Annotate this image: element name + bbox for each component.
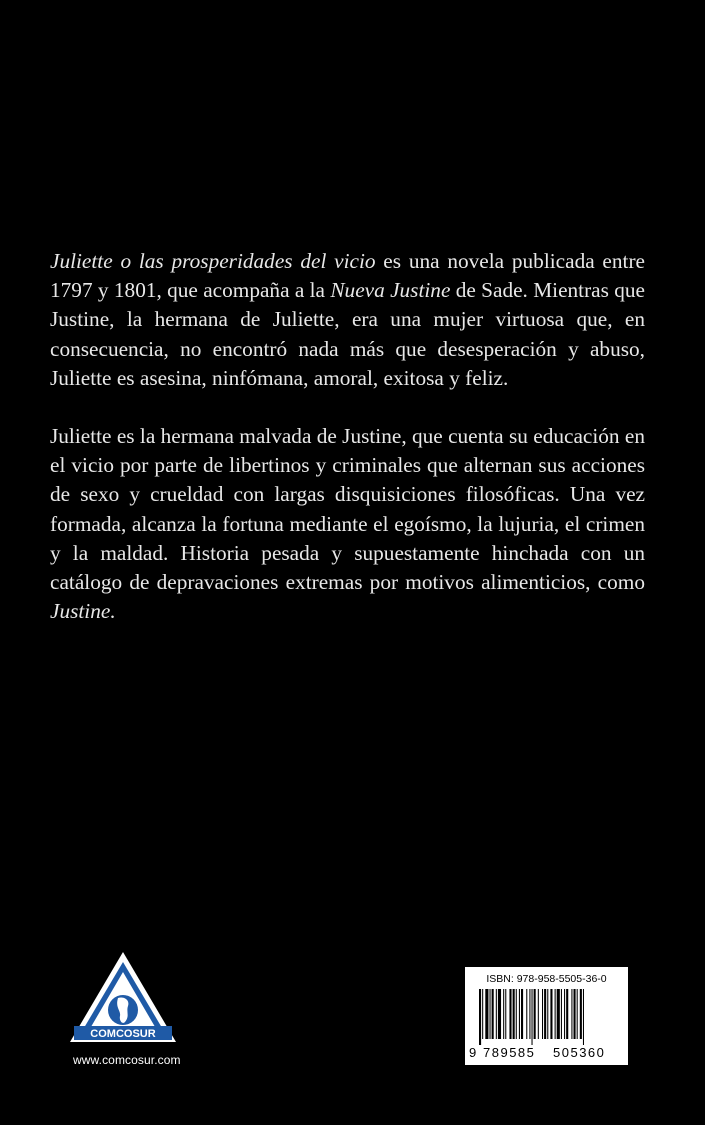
barcode-bar: [564, 989, 565, 1039]
barcode-bar: [538, 989, 539, 1039]
barcode-bar: [529, 989, 530, 1039]
barcode-digit-first: 9: [469, 1045, 477, 1060]
barcode-bar: [571, 989, 572, 1039]
barcode-bar: [485, 989, 488, 1039]
barcode-bar: [544, 989, 546, 1039]
barcode-bar: [490, 989, 491, 1039]
barcode-bar: [534, 989, 536, 1039]
barcode-bar: [509, 989, 511, 1039]
publisher-logo: [68, 950, 178, 1050]
blurb-text: es una novela publicada entre 1797 y 1801, que acompaña a la: [50, 249, 645, 303]
barcode-bar: [492, 989, 494, 1039]
blurb-text: de Sade. Mientras que Justine, la hermana de Juliette, era una mujer virtuosa que, en consecuencia, no encontró nada más que desesperación y abuso, Juliette es asesina, ninfómana, amoral, exitosa y feliz.: [50, 278, 645, 390]
barcode-digits-left: 789585: [483, 1045, 536, 1060]
barcode-bar: [557, 989, 560, 1039]
barcode-bar: [503, 989, 504, 1039]
barcode-bar: [583, 989, 584, 1045]
barcode-bar: [521, 989, 523, 1039]
barcode-bar: [550, 989, 552, 1039]
publisher-logo-text: COMCOSUR: [90, 1028, 156, 1040]
triangle-globe-logo-icon: [68, 950, 178, 1050]
barcode-bar: [505, 989, 506, 1039]
isbn-barcode: [465, 967, 628, 1065]
related-work-italic: Justine.: [50, 599, 116, 624]
barcode-bar: [532, 989, 533, 1045]
publisher-website: www.comcosur.com: [73, 1053, 181, 1067]
barcode-bar: [577, 989, 578, 1039]
related-work-italic: Nueva Justine: [330, 278, 451, 303]
barcode-bar: [547, 989, 548, 1039]
barcode-digits-right: 505360: [553, 1045, 606, 1060]
barcode-bar: [580, 989, 582, 1039]
blurb-text: Juliette es la hermana malvada de Justine, que cuenta su educación en el vicio por parte de libertinos y criminales que alternan sus acciones de sexo y crueldad con largas disquisiciones filosóficas. Una vez formada, alcanza la fortuna mediante el egoísmo, la lujuria, el crimen y la maldad. Historia pesada y supuestamente hinchada con un catálogo de depravaciones extremas por motivos alimenticios, como: [50, 424, 645, 595]
barcode-bar: [513, 989, 515, 1039]
isbn-label: ISBN: 978-958-5505-36-0: [486, 973, 607, 985]
barcode-bar: [526, 989, 527, 1039]
barcode-bar: [516, 989, 517, 1039]
back-cover-description: [50, 247, 645, 655]
barcode-bar: [542, 989, 543, 1039]
book-title-italic: Juliette o las prosperidades del vicio: [50, 249, 376, 273]
barcode-bar: [574, 989, 576, 1039]
barcode-bar: [555, 989, 556, 1039]
barcode-bar: [498, 989, 501, 1039]
barcode-bar: [519, 989, 520, 1039]
barcode-bar: [566, 989, 568, 1039]
barcode-bars: [471, 989, 623, 1045]
blurb-paragraph-1: [50, 247, 645, 393]
barcode-bar: [496, 989, 497, 1039]
barcode-bar: [482, 989, 483, 1039]
barcode-bar: [561, 989, 562, 1039]
barcode-bar: [479, 989, 481, 1045]
blurb-paragraph-2: [50, 422, 645, 626]
